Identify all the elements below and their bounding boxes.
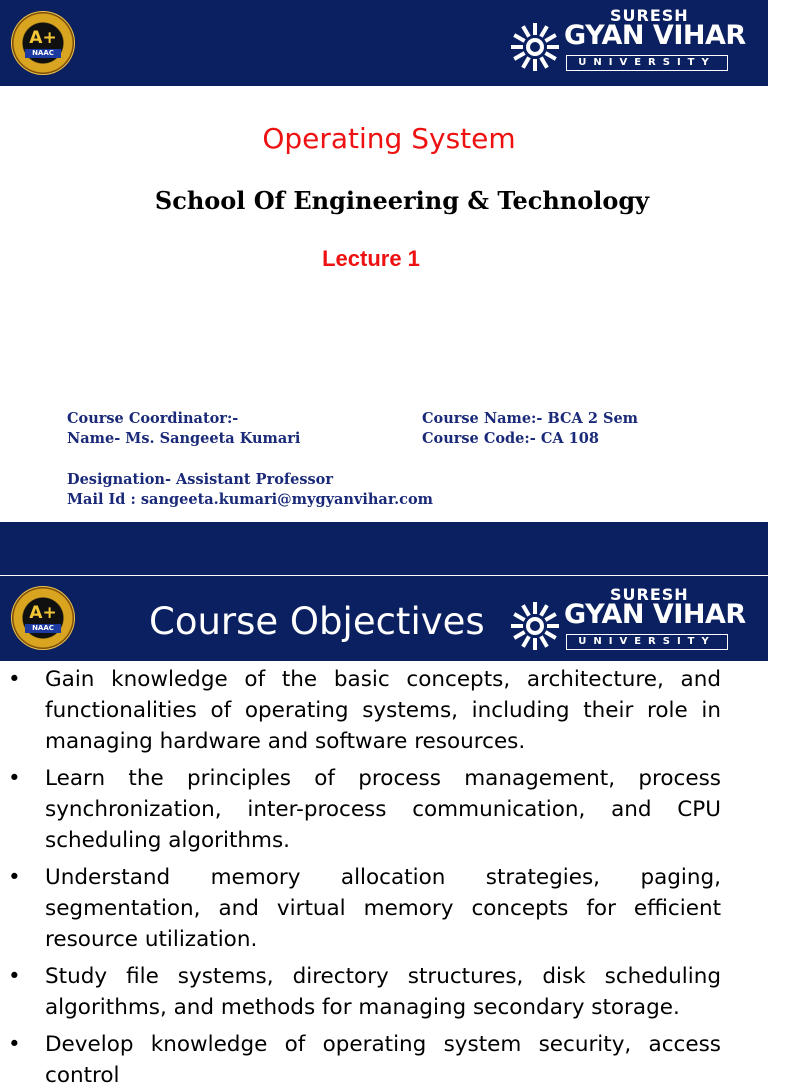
course-title: Operating System — [262, 122, 516, 155]
mail-id: Mail Id : sangeeta.kumari@mygyanvihar.com — [67, 491, 434, 508]
course-info-block — [422, 409, 638, 449]
objective-item — [0, 1029, 768, 1091]
bullet: • — [8, 865, 21, 890]
university-name-line3: UNIVERSITY — [566, 55, 728, 71]
objective-text: Gain knowledge of the basic concepts, architecture, and functionalities of operating systems, including their role in managing hardware and software resources. — [45, 667, 721, 754]
university-name-line1: SURESH — [610, 585, 689, 604]
objective-item — [0, 763, 768, 856]
objective-item — [0, 664, 768, 757]
school-name: School Of Engineering & Technology — [154, 186, 650, 215]
objective-text: Develop knowledge of operating system security, access control — [45, 1032, 721, 1088]
coordinator-name: Name- Ms. Sangeeta Kumari — [67, 430, 301, 447]
objective-item — [0, 862, 768, 955]
naac-grade: A+ — [29, 28, 57, 48]
sunburst-emblem-icon — [510, 601, 560, 651]
naac-ribbon: NAAC — [25, 624, 61, 633]
objective-text: Understand memory allocation strategies, paging, segmentation, and virtual memory concepts for efficient resource utilization. — [45, 865, 721, 952]
bullet: • — [8, 964, 21, 989]
university-name-line2: GYAN VIHAR — [564, 599, 746, 630]
objectives-title: Course Objectives — [149, 600, 485, 643]
naac-badge-logo — [11, 586, 75, 650]
bullet: • — [8, 667, 21, 692]
footer-band — [0, 522, 768, 575]
objective-text: Learn the principles of process management, process synchronization, inter-process communication, and CPU scheduling algorithms. — [45, 766, 721, 853]
naac-ribbon: NAAC — [25, 49, 61, 58]
sunburst-emblem-icon — [510, 22, 560, 72]
objective-text: Study file systems, directory structures, disk scheduling algorithms, and methods for managing secondary storage. — [45, 964, 721, 1020]
university-logo — [508, 585, 746, 657]
course-code: Course Code:- CA 108 — [422, 430, 599, 447]
lecture-number: Lecture 1 — [322, 246, 420, 271]
naac-badge-logo — [11, 11, 75, 75]
designation-block — [67, 470, 433, 510]
objectives-list — [0, 664, 768, 1088]
designation: Designation- Assistant Professor — [67, 471, 333, 488]
university-name-line2: GYAN VIHAR — [564, 20, 746, 51]
course-name: Course Name:- BCA 2 Sem — [422, 410, 639, 427]
university-name-line1: SURESH — [610, 6, 689, 25]
coordinator-label: Course Coordinator:- — [67, 410, 239, 427]
coordinator-block — [67, 409, 300, 449]
university-name-line3: UNIVERSITY — [566, 634, 728, 650]
bullet: • — [8, 766, 21, 791]
objective-item — [0, 961, 768, 1023]
bullet: • — [8, 1032, 21, 1057]
naac-grade: A+ — [29, 603, 57, 623]
university-logo — [508, 6, 746, 78]
